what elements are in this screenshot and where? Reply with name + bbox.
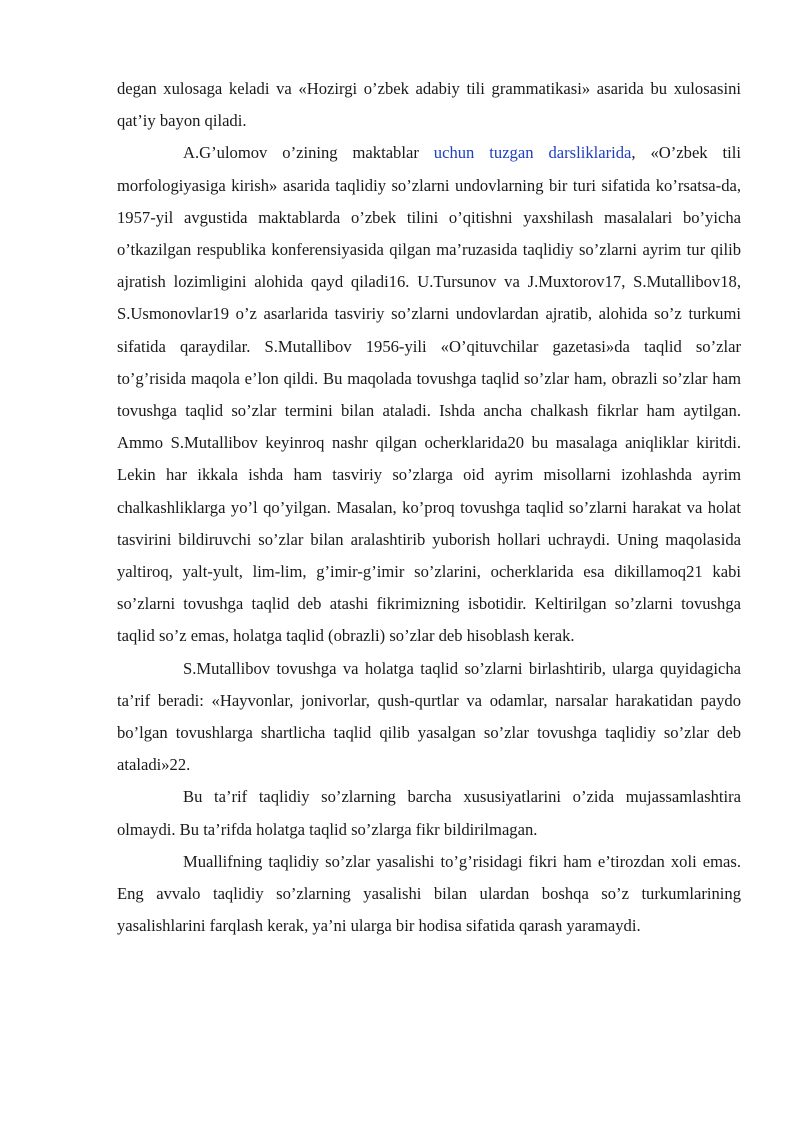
paragraph-5-text: Muallifning taqlidiy so’zlar yasalishi to’g’risidagi fikri ham e’tirozdan xoli emas. Eng avvalo taqlidiy so’zlarning yasalishi bilan ulardan boshqa so’z turkumlarining yasalishlarini farqlash kerak, ya’ni ularga bir hodisa sifatida qarash yaramaydi. xyxy=(117,851,741,936)
paragraph-3-text: S.Mutallibov tovushga va holatga taqlid so’zlarni birlashtirib, ularga quyidagicha ta’rif beradi: «Hayvonlar, jonivorlar, qush-qurtlar va odamlar, narsalar harakatidan paydo bo’lgan tovushlarga shartlicha taqlid qilib yasalgan so’zlar tovushga taqlidiy so’zlar deb ataladi»22. xyxy=(117,658,741,775)
paragraph-3 xyxy=(117,653,741,782)
paragraph-4-text: Bu ta’rif taqlidiy so’zlarning barcha xususiyatlarini o’zida mujassamlashtira olmaydi. Bu ta’rifda holatga taqlid so’zlarga fikr bildirilmagan. xyxy=(117,787,741,839)
darsliklar-link[interactable]: uchun tuzgan darsliklarida xyxy=(433,143,632,163)
paragraph-1 xyxy=(117,73,741,137)
paragraph-4 xyxy=(117,781,741,845)
paragraph-2-text-after-link: , «O’zbek tili morfologiyasiga kirish» asarida taqlidiy so’zlarni undovlarning bir turi sifatida ko’rsatsa-da, 1957-yil avgustida maktablarda o’zbek tilini o’qitishni yaxshilash masalalari bo’yicha o’tkazilgan respublika konferensiyasida qilgan ma’ruzasida taqlidiy so’zlarni ayrim tur qilib ajratish lozimligini alohida qayd qiladi16. U.Tursunov va J.Muxtorov17, S.Mutallibov18, S.Usmonovlar19 o’z asarlarida tasviriy so’zlarni undovlardan ajratib, alohida so’z turkumi sifatida qaraydilar. S.Mutallibov 1956-yili «O’qituvchilar gazetasi»da taqlid so’zlar to’g’risida maqola e’lon qildi. Bu maqolada tovushga taqlid so’zlar ham, obrazli so’zlar ham tovushga taqlid so’zlar termini bilan ataladi. Ishda ancha chalkash fikrlar ham aytilgan. Ammo S.Mutallibov keyinroq nashr qilgan ocherklarida20 bu masalaga aniqliklar kiritdi. Lekin har ikkala ishda ham tasviriy so’zlarga oid ayrim misollarni izohlashda ayrim chalkashliklarga yo’l qo’yilgan. Masalan, ko’proq tovushga taqlid so’zlarni harakat va holat tasvirini bildiruvchi so’zlar bilan aralashtirib yuborish hollari uchraydi. Uning maqolasida yaltiroq, yalt-yult, lim-lim, g’imir-g’imir so’zlarini, ocherklarida esa dikillamoq21 kabi so’zlarni tovushga taqlid deb atashi fikrimizning isbotidir. Keltirilgan so’zlarni tovushga taqlid so’z emas, holatga taqlid (obrazli) so’zlar deb hisoblash kerak. xyxy=(117,143,741,646)
paragraph-2 xyxy=(117,137,741,652)
paragraph-5 xyxy=(117,846,741,943)
paragraph-2-text-before-link: A.G’ulomov o’zining maktablar xyxy=(183,143,434,163)
document-page xyxy=(117,73,741,942)
paragraph-1-text: degan xulosaga keladi va «Hozirgi o’zbek adabiy tili grammatikasi» asarida bu xulosasini qat’iy bayon qiladi. xyxy=(117,79,741,131)
